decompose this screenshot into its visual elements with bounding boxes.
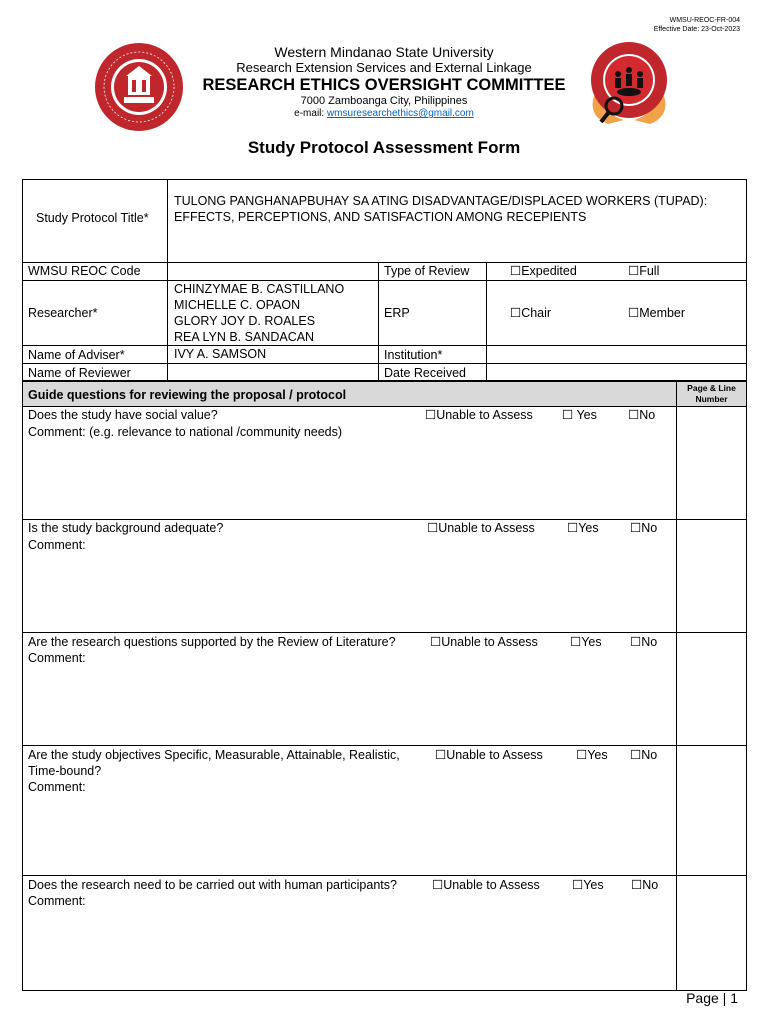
question-3-text: Are the research questions supported by the Review of Literature?	[28, 635, 396, 649]
erp-label: ERP	[384, 306, 410, 320]
question-2-text: Is the study background adequate?	[28, 521, 224, 535]
institution-label: Institution*	[384, 348, 443, 362]
question-divider	[22, 875, 747, 876]
q3-yes-checkbox[interactable]: ☐Yes	[570, 635, 602, 649]
question-1-comment[interactable]: Comment: (e.g. relevance to national /community needs)	[28, 425, 343, 439]
question-5-comment[interactable]: Comment:	[28, 894, 86, 908]
study-title-label: Study Protocol Title*	[36, 211, 149, 225]
q4-unable-checkbox[interactable]: ☐Unable to Assess	[435, 748, 543, 762]
document-reference	[654, 16, 740, 34]
row-divider	[22, 280, 747, 281]
researcher-name: CHINZYMAE B. CASTILLANO	[174, 282, 345, 296]
reoc-code-label: WMSU REOC Code	[28, 264, 141, 278]
q2-no-checkbox[interactable]: ☐No	[630, 521, 658, 535]
researcher-list[interactable]	[174, 281, 344, 345]
question-5-text: Does the research need to be carried out with human participants?	[28, 878, 397, 892]
university-name: Western Mindanao State University	[274, 44, 494, 60]
q4-yes-checkbox[interactable]: ☐Yes	[576, 748, 608, 762]
effective-date: Effective Date: 23-Oct-2023	[653, 26, 740, 33]
row-divider	[22, 345, 747, 346]
reviewer-label: Name of Reviewer	[28, 366, 131, 380]
researcher-name: MICHELLE C. OPAON	[174, 298, 301, 312]
question-1-text: Does the study have social value?	[28, 408, 218, 422]
office-name: Research Extension Services and External Linkage	[236, 60, 532, 75]
q4-no-checkbox[interactable]: ☐No	[630, 748, 658, 762]
page-line-header: Page & Line Number	[687, 383, 736, 404]
form-title: Study Protocol Assessment Form	[247, 138, 521, 157]
committee-name: RESEARCH ETHICS OVERSIGHT COMMITTEE	[202, 76, 566, 94]
adviser-value[interactable]: IVY A. SAMSON	[174, 347, 267, 361]
expedited-checkbox[interactable]: ☐Expedited	[510, 264, 577, 278]
q3-no-checkbox[interactable]: ☐No	[630, 635, 658, 649]
question-divider	[22, 632, 747, 633]
member-checkbox[interactable]: ☐Member	[628, 306, 686, 320]
full-checkbox[interactable]: ☐Full	[628, 264, 660, 278]
researcher-name: REA LYN B. SANDACAN	[174, 330, 315, 344]
q1-yes-checkbox[interactable]: ☐ Yes	[562, 408, 597, 422]
email-line	[0, 108, 768, 119]
researcher-name: GLORY JOY D. ROALES	[174, 314, 316, 328]
page-number: Page | 1	[686, 990, 738, 1006]
date-received-label: Date Received	[384, 366, 466, 380]
email-link[interactable]: wmsuresearchethics@gmail.com	[326, 108, 474, 119]
question-3-comment[interactable]: Comment:	[28, 651, 86, 665]
q5-yes-checkbox[interactable]: ☐Yes	[572, 878, 604, 892]
q5-unable-checkbox[interactable]: ☐Unable to Assess	[432, 878, 540, 892]
q1-unable-checkbox[interactable]: ☐Unable to Assess	[425, 408, 533, 422]
guide-heading: Guide questions for reviewing the proposal / protocol	[28, 388, 347, 402]
type-of-review-label: Type of Review	[384, 264, 470, 278]
question-divider	[22, 745, 747, 746]
q2-unable-checkbox[interactable]: ☐Unable to Assess	[427, 521, 535, 535]
q3-unable-checkbox[interactable]: ☐Unable to Assess	[430, 635, 538, 649]
researcher-label: Researcher*	[28, 306, 98, 320]
row-divider	[22, 363, 747, 364]
page-line-column-divider	[676, 406, 677, 991]
study-title-value[interactable]: TULONG PANGHANAPBUHAY SA ATING DISADVANTAGE/DISPLACED WORKERS (TUPAD): EFFECTS, PERCEPTIONS, AND SATISFACTION AMONG RECEPIENTS	[174, 194, 708, 224]
adviser-label: Name of Adviser*	[28, 348, 125, 362]
q1-no-checkbox[interactable]: ☐No	[628, 408, 656, 422]
chair-checkbox[interactable]: ☐Chair	[510, 306, 552, 320]
questions-frame	[22, 406, 747, 991]
question-2-comment[interactable]: Comment:	[28, 538, 86, 552]
question-4-text: Are the study objectives Specific, Measurable, Attainable, Realistic, Time-bound?	[28, 748, 400, 778]
q5-no-checkbox[interactable]: ☐No	[631, 878, 659, 892]
form-code: WMSU-REOC-FR-004	[669, 17, 740, 24]
q2-yes-checkbox[interactable]: ☐Yes	[567, 521, 599, 535]
address: 7000 Zamboanga City, Philippines	[300, 95, 468, 107]
question-4-comment[interactable]: Comment:	[28, 780, 86, 794]
email-label: e-mail:	[294, 108, 327, 119]
